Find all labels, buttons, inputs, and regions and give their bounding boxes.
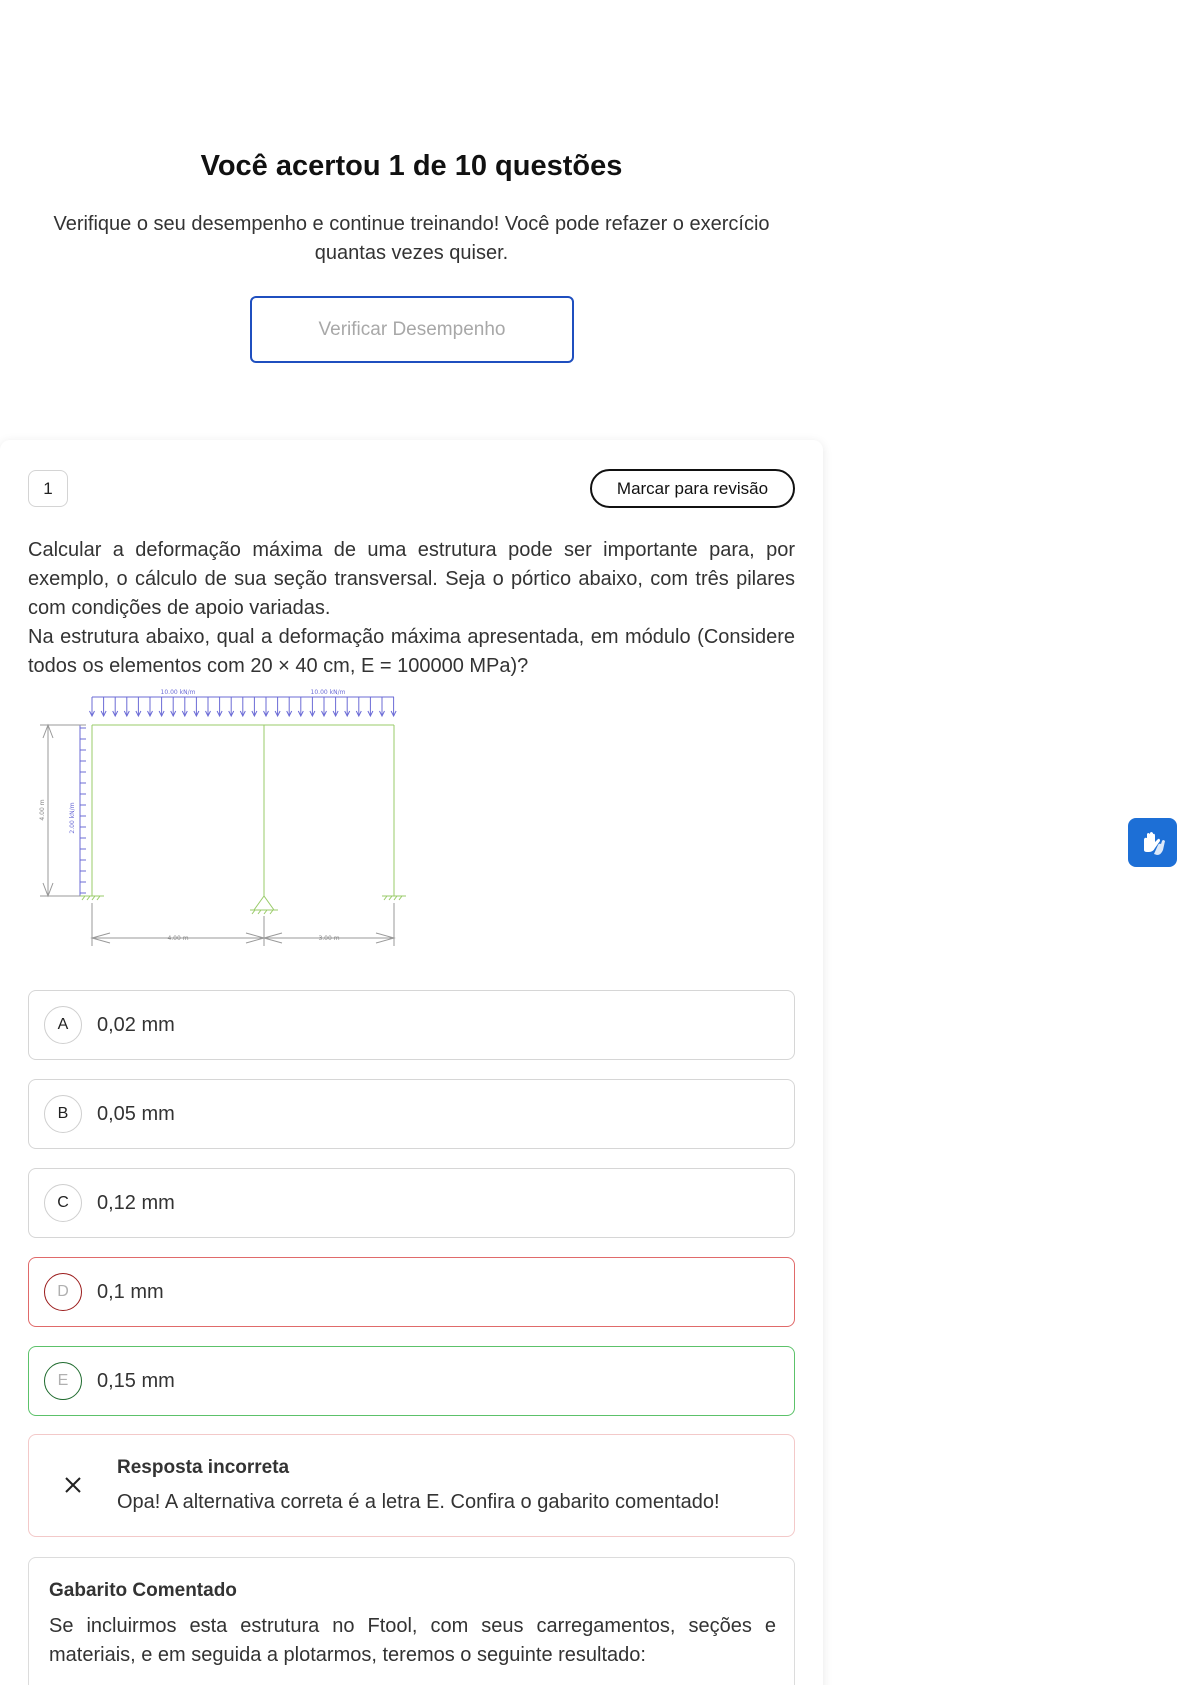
- height-dimension: [40, 725, 86, 896]
- verify-performance-button[interactable]: Verificar Desempenho: [250, 296, 574, 363]
- option-letter: E: [44, 1362, 82, 1400]
- question-paragraph-2: Na estrutura abaixo, qual a deformação máxima apresentada, em módulo (Considere todos os elementos com 20 × 40 cm, E = 100000 MPa)?: [28, 626, 795, 677]
- option-d[interactable]: [28, 1257, 795, 1327]
- result-title: Você acertou 1 de 10 questões: [200, 150, 623, 182]
- left-fixed-support: [80, 896, 104, 900]
- explanation-title: Gabarito Comentado: [49, 1580, 237, 1601]
- explanation-text: Se incluirmos esta estrutura no Ftool, com seus carregamentos, seções e materiais, e em seguida a plotarmos, teremos o seguinte resultado:: [49, 1615, 776, 1666]
- option-letter: A: [44, 1006, 82, 1044]
- sign-language-icon: [1138, 828, 1168, 858]
- option-text: 0,02 mm: [97, 1013, 175, 1036]
- option-text: 0,15 mm: [97, 1369, 175, 1392]
- height-label: 4.00 m: [39, 799, 46, 821]
- mark-for-review-button[interactable]: Marcar para revisão: [590, 469, 795, 508]
- result-subtitle: Verifique o seu desempenho e continue treinando! Você pode refazer o exercício quantas vezes quiser.: [53, 213, 770, 264]
- span-dimensions: [92, 903, 394, 946]
- question-card: [0, 440, 823, 1685]
- load-left-label: 10.00 kN/m: [160, 689, 196, 696]
- right-fixed-support: [382, 896, 406, 900]
- frame-diagram: [28, 688, 423, 952]
- option-b[interactable]: [28, 1079, 795, 1149]
- option-letter: B: [44, 1095, 82, 1133]
- close-icon: [63, 1475, 83, 1495]
- span-right-label: 3.00 m: [318, 935, 340, 942]
- middle-pinned-support: [250, 896, 278, 914]
- option-letter: C: [44, 1184, 82, 1222]
- feedback-message: Opa! A alternativa correta é a letra E. Confira o gabarito comentado!: [117, 1491, 720, 1513]
- answer-explanation: [28, 1557, 795, 1685]
- accessibility-button[interactable]: [1128, 818, 1177, 867]
- question-text: [28, 536, 795, 681]
- side-load: [80, 725, 86, 896]
- option-c[interactable]: [28, 1168, 795, 1238]
- load-right-label: 10.00 kN/m: [310, 689, 346, 696]
- option-text: 0,1 mm: [97, 1280, 164, 1303]
- feedback-title: Resposta incorreta: [117, 1457, 290, 1478]
- span-left-label: 4.00 m: [167, 935, 189, 942]
- top-load-arrows: [90, 697, 397, 716]
- option-text: 0,05 mm: [97, 1102, 175, 1125]
- question-number: 1: [28, 470, 68, 507]
- frame-members: [92, 725, 394, 896]
- option-letter: D: [44, 1273, 82, 1311]
- option-e[interactable]: [28, 1346, 795, 1416]
- option-a[interactable]: [28, 990, 795, 1060]
- side-load-label: 2.00 kN/m: [69, 802, 76, 834]
- question-paragraph-1: Calcular a deformação máxima de uma estrutura pode ser importante para, por exemplo, o cálculo de sua seção transversal. Seja o pórtico abaixo, com três pilares com condições de apoio variadas.: [28, 539, 795, 619]
- option-text: 0,12 mm: [97, 1191, 175, 1214]
- feedback-box: [28, 1434, 795, 1537]
